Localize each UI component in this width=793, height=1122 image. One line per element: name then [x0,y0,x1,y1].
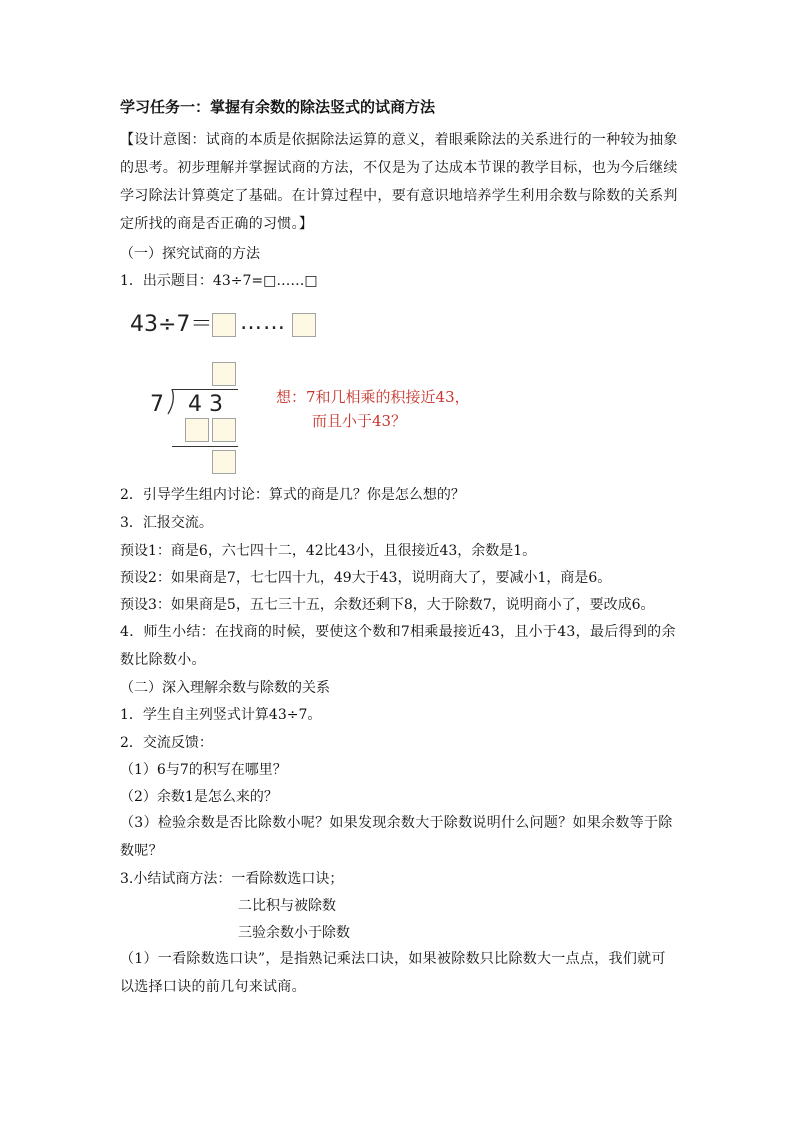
section1-item1: 1．出示题目：43÷7=□……□ [120,273,318,289]
subtraction-line [172,446,238,447]
section2-item2: 2．交流反馈： [120,735,213,751]
division-bracket-line [172,389,238,390]
question-3: （3）检验余数是否比除数小呢？如果发现余数大于除数说明什么问题？如果余数等于除数呢？ [120,815,673,859]
preset-2: 预设2：如果商是7，七七四十九，49大于43，说明商大了，要减小1，商是6。 [120,570,612,586]
division-bracket-curve [166,389,178,415]
division-expression: 43÷7＝ [130,312,213,337]
vertical-quotient-box [212,362,236,386]
quotient-blank-box [212,313,236,337]
section2-item3: 3.小结试商方法：一看除数选口诀； [120,871,344,887]
section1-item4: 4．师生小结：在找商的时候，要使这个数和7相乘最接近43，且小于43，最后得到的余数比除数小。 [120,624,676,668]
ellipsis: …… [240,310,286,335]
method-step-2: 二比积与被除数 [238,898,336,914]
question-1: （1）6与7的积写在哪里？ [120,762,287,778]
design-intent-paragraph: 【设计意图：试商的本质是依据除法运算的意义，着眼乘除法的关系进行的一种较为抽象的思考。初步理解并掌握试商的方法，不仅是为了达成本节课的教学目标，也为今后继续学习除法计算奠定了基础。在计算过程中，要有意识地培养学生利用余数与除数的关系判定所找的商是否正确的习惯。】 [120,132,678,232]
method-step-3: 三验余数小于除数 [238,925,350,941]
task-heading: 学习任务一：掌握有余数的除法竖式的试商方法 [120,98,436,116]
section1-title: （一）探究试商的方法 [120,246,260,262]
section1-item3: 3．汇报交流。 [120,515,213,531]
section2-title: （二）深入理解余数与除数的关系 [120,680,330,696]
preset-1: 预设1：商是6，六七四十二，42比43小，且很接近43，余数是1。 [120,543,537,559]
question-2: （2）余数1是怎么来的？ [120,789,278,805]
preset-3: 预设3：如果商是5，五七三十五，余数还剩下8，大于除数7，说明商小了，要改成6。 [120,597,655,613]
product-ones-box [212,418,236,442]
remainder-blank-box [292,313,316,337]
hint-line-2: 而且小于43？ [312,412,407,430]
remainder-box [212,450,236,474]
section1-item2: 2．引导学生组内讨论：算式的商是几？你是怎么想的？ [120,487,465,503]
hint-line-1: 想：7和几相乘的积接近43， [276,388,470,406]
section2-item1: 1．学生自主列竖式计算43÷7。 [120,707,322,723]
divisor: 7 [150,392,164,417]
dividend: 4 3 [188,392,223,417]
method-explanation: （1）一看除数选口诀”，是指熟记乘法口诀，如果被除数只比除数大一点点，我们就可以选择口诀的前几句来试商。 [120,951,666,995]
product-tens-box [185,418,209,442]
